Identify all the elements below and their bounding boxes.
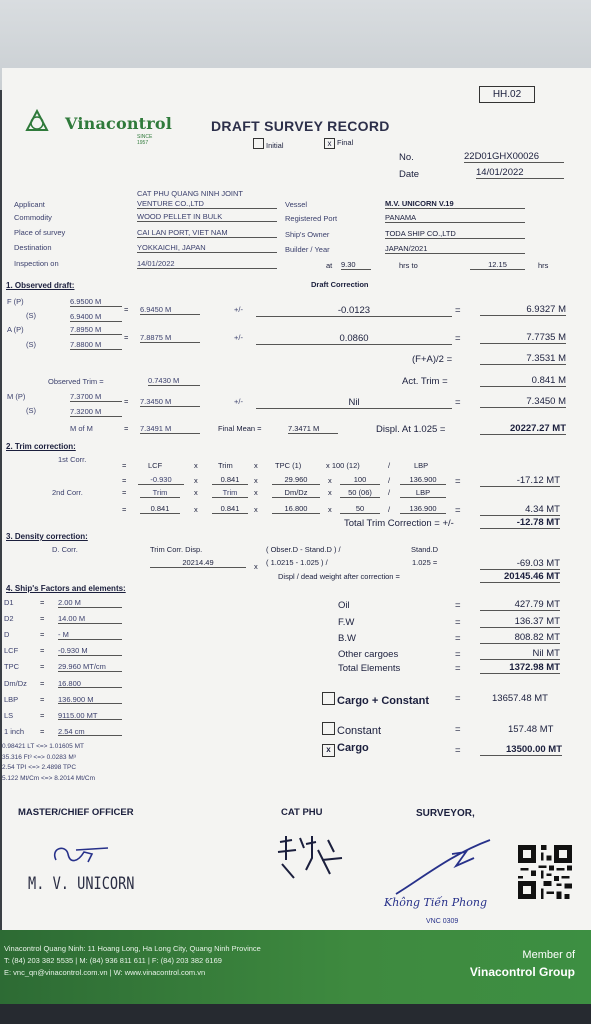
section-observed-draft: 1. Observed draft: — [6, 281, 75, 290]
other-cargoes-value: Nil MT — [480, 649, 560, 660]
hrs-label: hrs — [538, 261, 549, 270]
eq-sign: = — [455, 649, 461, 660]
place-value: CAI LAN PORT, VIET NAM — [137, 229, 277, 238]
v-100: 100 — [340, 476, 380, 485]
mp-label: M (P) — [7, 392, 26, 401]
total-elements-value: 1372.98 MT — [480, 663, 560, 674]
eq-sign: = — [40, 694, 45, 704]
draft-fs: 6.9400 M — [70, 313, 122, 322]
fa2-value: 7.3531 M — [480, 354, 566, 365]
pm-sign: +/- — [234, 305, 243, 314]
footer-address: Vinacontrol Quang Ninh: 11 Hoang Long, Ha Long City, Quang Ninh Province — [4, 944, 261, 953]
eq-sign: = — [455, 617, 461, 628]
times-sign: x — [194, 505, 198, 514]
times-sign: x — [254, 488, 258, 497]
h2-50: 50 (06) — [340, 489, 380, 498]
section-ship-factors: 4. Ship's Factors and elements: — [6, 584, 126, 593]
surveyor-stamp-code: VNC 0309 — [426, 918, 459, 925]
destination-value: YOKKAICHI, JAPAN — [137, 244, 277, 253]
applicant-value-1: CAT PHU QUANG NINH JOINT — [137, 189, 243, 198]
draft-a-correction: 0.0860 — [256, 334, 452, 345]
h-trim: Trim — [218, 461, 233, 470]
h-lcf: LCF — [148, 461, 163, 470]
obser-stand-label: ( Obser.D - Stand.D ) / — [266, 545, 341, 554]
fw-value: 136.37 MT — [480, 617, 560, 628]
factor-key: Dm/Dz — [4, 678, 27, 688]
displ-value: 20227.27 MT — [480, 424, 566, 435]
other-cargoes-label: Other cargoes — [338, 649, 399, 660]
draft-m-mean: 7.3450 M — [140, 398, 200, 407]
fw-label: F.W — [338, 617, 355, 628]
footer-email: E: vnc_qn@vinacontrol.com.vn | W: www.vinacontrol.com.vn — [4, 968, 206, 977]
draft-m-result: 7.3450 M — [480, 397, 566, 408]
conversion-row: 5.122 Mt/Cm <=> 8.2014 Mt/Cm — [2, 774, 96, 782]
draft-ap: 7.8950 M — [70, 326, 122, 335]
at-value: 9.30 — [341, 261, 371, 270]
slash-sign: / — [388, 476, 391, 485]
h2-lbp: LBP — [400, 489, 446, 498]
second-corr-result: 4.34 MT — [480, 505, 560, 516]
draft-mp: 7.3700 M — [70, 393, 122, 402]
oil-value: 427.79 MT — [480, 600, 560, 611]
draft-a-result: 7.7735 M — [480, 333, 566, 344]
vessel-value: M.V. UNICORN V.19 — [385, 200, 525, 209]
catphu-label: CAT PHU — [281, 807, 323, 818]
eq-sign: = — [455, 476, 461, 487]
eq-sign: = — [455, 397, 461, 408]
factor-value: 9115.00 MT — [58, 712, 122, 721]
slash-sign: / — [388, 488, 391, 497]
eq-sign: = — [122, 505, 127, 514]
act-trim-value: 0.841 M — [480, 376, 566, 387]
first-corr-label: 1st Corr. — [58, 455, 87, 464]
times-sign: x — [328, 505, 332, 514]
checkbox-constant — [322, 722, 335, 735]
cargo-constant-row: Cargo + Constant — [322, 692, 429, 707]
applicant-label: Applicant — [14, 200, 45, 209]
factor-key: LBP — [4, 694, 19, 704]
builder-label: Builder / Year — [285, 245, 330, 254]
footer-member-of: Member of — [522, 949, 575, 961]
draft-correction-title: Draft Correction — [311, 280, 369, 289]
cargo-row: x Cargo — [322, 743, 369, 757]
v-lbp: 136.900 — [400, 476, 446, 485]
v2-dm: 16.800 — [272, 505, 320, 514]
catphu-signature — [272, 830, 352, 890]
factor-value: - M — [58, 631, 122, 640]
final-mean-label: Final Mean = — [218, 424, 262, 433]
pm-sign: +/- — [234, 333, 243, 342]
hrs-to-value: 12.15 — [470, 261, 525, 270]
conversion-row: 35.316 Ft³ <=> 0.0283 M³ — [2, 753, 76, 761]
pm-sign: +/- — [234, 397, 243, 406]
factor-value: 2.54 cm — [58, 728, 122, 737]
factor-key: D1 — [4, 598, 14, 607]
eq-sign: = — [455, 600, 461, 611]
h-x100: x 100 (12) — [326, 461, 360, 470]
cargo-value: 13500.00 MT — [480, 745, 562, 756]
density-result: -69.03 MT — [480, 559, 560, 570]
date-label: Date — [399, 169, 420, 180]
globe-logo-icon — [25, 108, 49, 134]
eq-sign: = — [40, 598, 45, 607]
commodity-value: WOOD PELLET IN BULK — [137, 213, 277, 222]
eq-sign: = — [40, 646, 45, 656]
eq-sign: = — [455, 724, 461, 735]
draft-m-correction: Nil — [256, 398, 452, 409]
h2-dm: Dm/Dz — [272, 489, 320, 498]
eq-sign: = — [40, 614, 45, 624]
form-code: HH.02 — [479, 86, 535, 103]
times-sign: x — [254, 476, 258, 485]
eq-sign: = — [124, 333, 129, 342]
place-label: Place of survey — [14, 228, 66, 237]
checkbox-cargo-constant — [322, 692, 335, 705]
h2-trim-2: Trim — [212, 489, 248, 498]
times-sign: x — [328, 476, 332, 485]
eq-sign: = — [455, 693, 461, 704]
ship-owner-label: Ship's Owner — [285, 230, 330, 239]
draft-as: 7.8800 M — [70, 341, 122, 350]
conversion-row: 0.98421 LT <=> 1.01605 MT — [2, 743, 84, 750]
factor-key: TPC — [4, 662, 19, 672]
times-sign: x — [194, 461, 198, 470]
factor-value: 2.00 M — [58, 599, 122, 608]
surveyor-label: SURVEYOR, — [416, 808, 475, 819]
v-trim: 0.841 — [212, 476, 248, 485]
total-trim-value: -12.78 MT — [480, 518, 560, 529]
ship-owner-value: TODA SHIP CO.,LTD — [385, 230, 525, 239]
date-value: 14/01/2022 — [476, 168, 564, 179]
no-value: 22D01GHX00026 — [464, 152, 564, 163]
fs-label: (S) — [26, 311, 36, 320]
applicant-value-2: VENTURE CO.,LTD — [137, 200, 277, 209]
second-corr-label: 2nd Corr. — [52, 488, 83, 497]
eq-sign: = — [122, 461, 127, 470]
slash-sign: / — [388, 505, 391, 514]
brand-since: SINCE 1957 — [137, 134, 153, 146]
ap-label: A (P) — [7, 325, 24, 334]
at-label: at — [326, 261, 333, 270]
observed-trim-label: Observed Trim = — [48, 377, 104, 386]
factor-value: 136.900 M — [58, 696, 122, 705]
total-trim-label: Total Trim Correction = +/- — [344, 518, 454, 529]
mom-label: M of M — [70, 424, 93, 433]
surveyor-name: Không Tiến Phong — [384, 896, 487, 909]
eq-sign: = — [40, 630, 45, 640]
v2-trim-1: 0.841 — [140, 505, 180, 514]
checkbox-initial — [253, 138, 264, 149]
section-density-correction: 3. Density correction: — [6, 532, 88, 541]
page-title: DRAFT SURVEY RECORD — [211, 118, 390, 134]
inspection-value: 14/01/2022 — [137, 260, 277, 269]
constant-value: 157.48 MT — [508, 724, 554, 735]
stand-d-value: 1.025 = — [412, 558, 438, 567]
master-signature — [48, 840, 118, 870]
registered-port-value: PANAMA — [385, 214, 525, 223]
v-lcf: -0.930 — [138, 476, 184, 485]
factor-key: D — [4, 630, 10, 640]
eq-sign: = — [455, 305, 461, 316]
ms-label: (S) — [26, 406, 36, 415]
h2-trim-1: Trim — [140, 489, 180, 498]
qr-code-icon — [518, 845, 572, 899]
checkbox-cargo: x — [322, 744, 335, 757]
fp-label: F (P) — [7, 297, 24, 306]
draft-ms: 7.3200 M — [70, 408, 122, 417]
conversion-row: 2.54 TPI <=> 2.4898 TPC — [2, 764, 77, 771]
bw-value: 808.82 MT — [480, 633, 560, 644]
eq-sign: = — [124, 424, 129, 433]
mom-value: 7.3491 M — [140, 425, 200, 434]
slash-sign: / — [388, 461, 391, 470]
factor-value: 14.00 M — [58, 615, 122, 624]
inspection-label: Inspection on — [14, 259, 59, 268]
cargo-constant-value: 13657.48 MT — [492, 693, 548, 704]
destination-label: Destination — [14, 243, 52, 252]
eq-sign: = — [40, 662, 45, 672]
eq-sign: = — [124, 397, 129, 406]
final-mean-value: 7.3471 M — [288, 425, 338, 434]
times-sign: x — [194, 476, 198, 485]
factor-key: LS — [4, 710, 14, 720]
draft-f-correction: -0.0123 — [256, 306, 452, 317]
option-final: x Final — [324, 138, 353, 149]
d-corr-label: D. Corr. — [52, 545, 78, 554]
master-label: MASTER/CHIEF OFFICER — [18, 807, 134, 818]
trim-corr-disp-label: Trim Corr. Disp. — [150, 545, 203, 554]
eq-sign: = — [455, 505, 461, 516]
obser-stand-values: ( 1.0215 - 1.025 ) / — [266, 558, 328, 567]
footer-phone: T: (84) 203 382 5535 | M: (84) 936 811 611 | F: (84) 203 382 6169 — [4, 956, 222, 965]
as-label: (S) — [26, 340, 36, 349]
oil-label: Oil — [338, 600, 350, 611]
builder-value: JAPAN/2021 — [385, 245, 525, 254]
bw-label: B.W — [338, 633, 356, 644]
trim-corr-disp-value: 20214.49 — [150, 559, 246, 568]
h-tpc: TPC (1) — [275, 461, 302, 470]
stand-d-label: Stand.D — [411, 545, 439, 554]
fa2-label: (F+A)/2 = — [412, 354, 453, 365]
times-sign: x — [254, 461, 258, 470]
eq-sign: = — [122, 488, 127, 497]
registered-port-label: Registered Port — [285, 214, 338, 223]
v-tpc: 29.960 — [272, 476, 320, 485]
v2-lbp: 136.900 — [400, 505, 446, 514]
hrs-to-label: hrs to — [399, 261, 418, 270]
constant-row: Constant — [322, 722, 381, 737]
eq-sign: = — [455, 663, 461, 674]
draft-a-mean: 7.8875 M — [140, 334, 200, 343]
no-label: No. — [399, 152, 414, 163]
displ-label: Displ. At 1.025 = — [376, 424, 446, 435]
option-initial: Initial — [253, 138, 284, 150]
eq-sign: = — [455, 745, 461, 756]
factor-key: 1 inch — [4, 726, 25, 736]
vinacontrol-logo — [25, 108, 173, 146]
footer-group-name: Vinacontrol Group — [469, 965, 575, 979]
factor-value: 29.960 MT/cm — [58, 663, 122, 672]
times-sign: x — [254, 562, 258, 571]
commodity-label: Commodity — [14, 213, 52, 222]
table-surface — [0, 1004, 591, 1024]
v2-50: 50 — [340, 505, 380, 514]
factor-key: D2 — [4, 614, 14, 624]
master-name: M. V. UNICORN — [28, 874, 135, 894]
brand-name: Vinacontrol — [65, 114, 173, 133]
eq-sign: = — [40, 678, 45, 688]
h-lbp: LBP — [414, 461, 429, 470]
section-trim-correction: 2. Trim correction: — [6, 442, 76, 451]
draft-fp: 6.9500 M — [70, 298, 122, 307]
factor-value: 16.800 — [58, 680, 122, 689]
footer-bar — [0, 930, 591, 1004]
factor-key: LCF — [4, 646, 19, 656]
act-trim-label: Act. Trim = — [402, 376, 448, 387]
draft-f-result: 6.9327 M — [480, 305, 566, 316]
checkbox-final: x — [324, 138, 335, 149]
eq-sign: = — [455, 333, 461, 344]
surveyor-signature — [392, 834, 504, 898]
displ-after-label: Displ / dead weight after correction = — [278, 572, 400, 581]
eq-sign: = — [40, 726, 45, 736]
eq-sign: = — [122, 476, 127, 485]
eq-sign: = — [124, 305, 129, 314]
times-sign: x — [254, 505, 258, 514]
observed-trim-value: 0.7430 M — [148, 377, 200, 386]
first-corr-result: -17.12 MT — [480, 476, 560, 487]
eq-sign: = — [40, 710, 45, 720]
displ-after-value: 20145.46 MT — [480, 572, 560, 583]
times-sign: x — [328, 488, 332, 497]
times-sign: x — [194, 488, 198, 497]
vessel-label: Vessel — [285, 200, 308, 209]
eq-sign: = — [455, 633, 461, 644]
factor-value: -0.930 M — [58, 647, 122, 656]
draft-f-mean: 6.9450 M — [140, 306, 200, 315]
v2-trim-2: 0.841 — [212, 505, 248, 514]
total-elements-label: Total Elements — [338, 663, 401, 674]
